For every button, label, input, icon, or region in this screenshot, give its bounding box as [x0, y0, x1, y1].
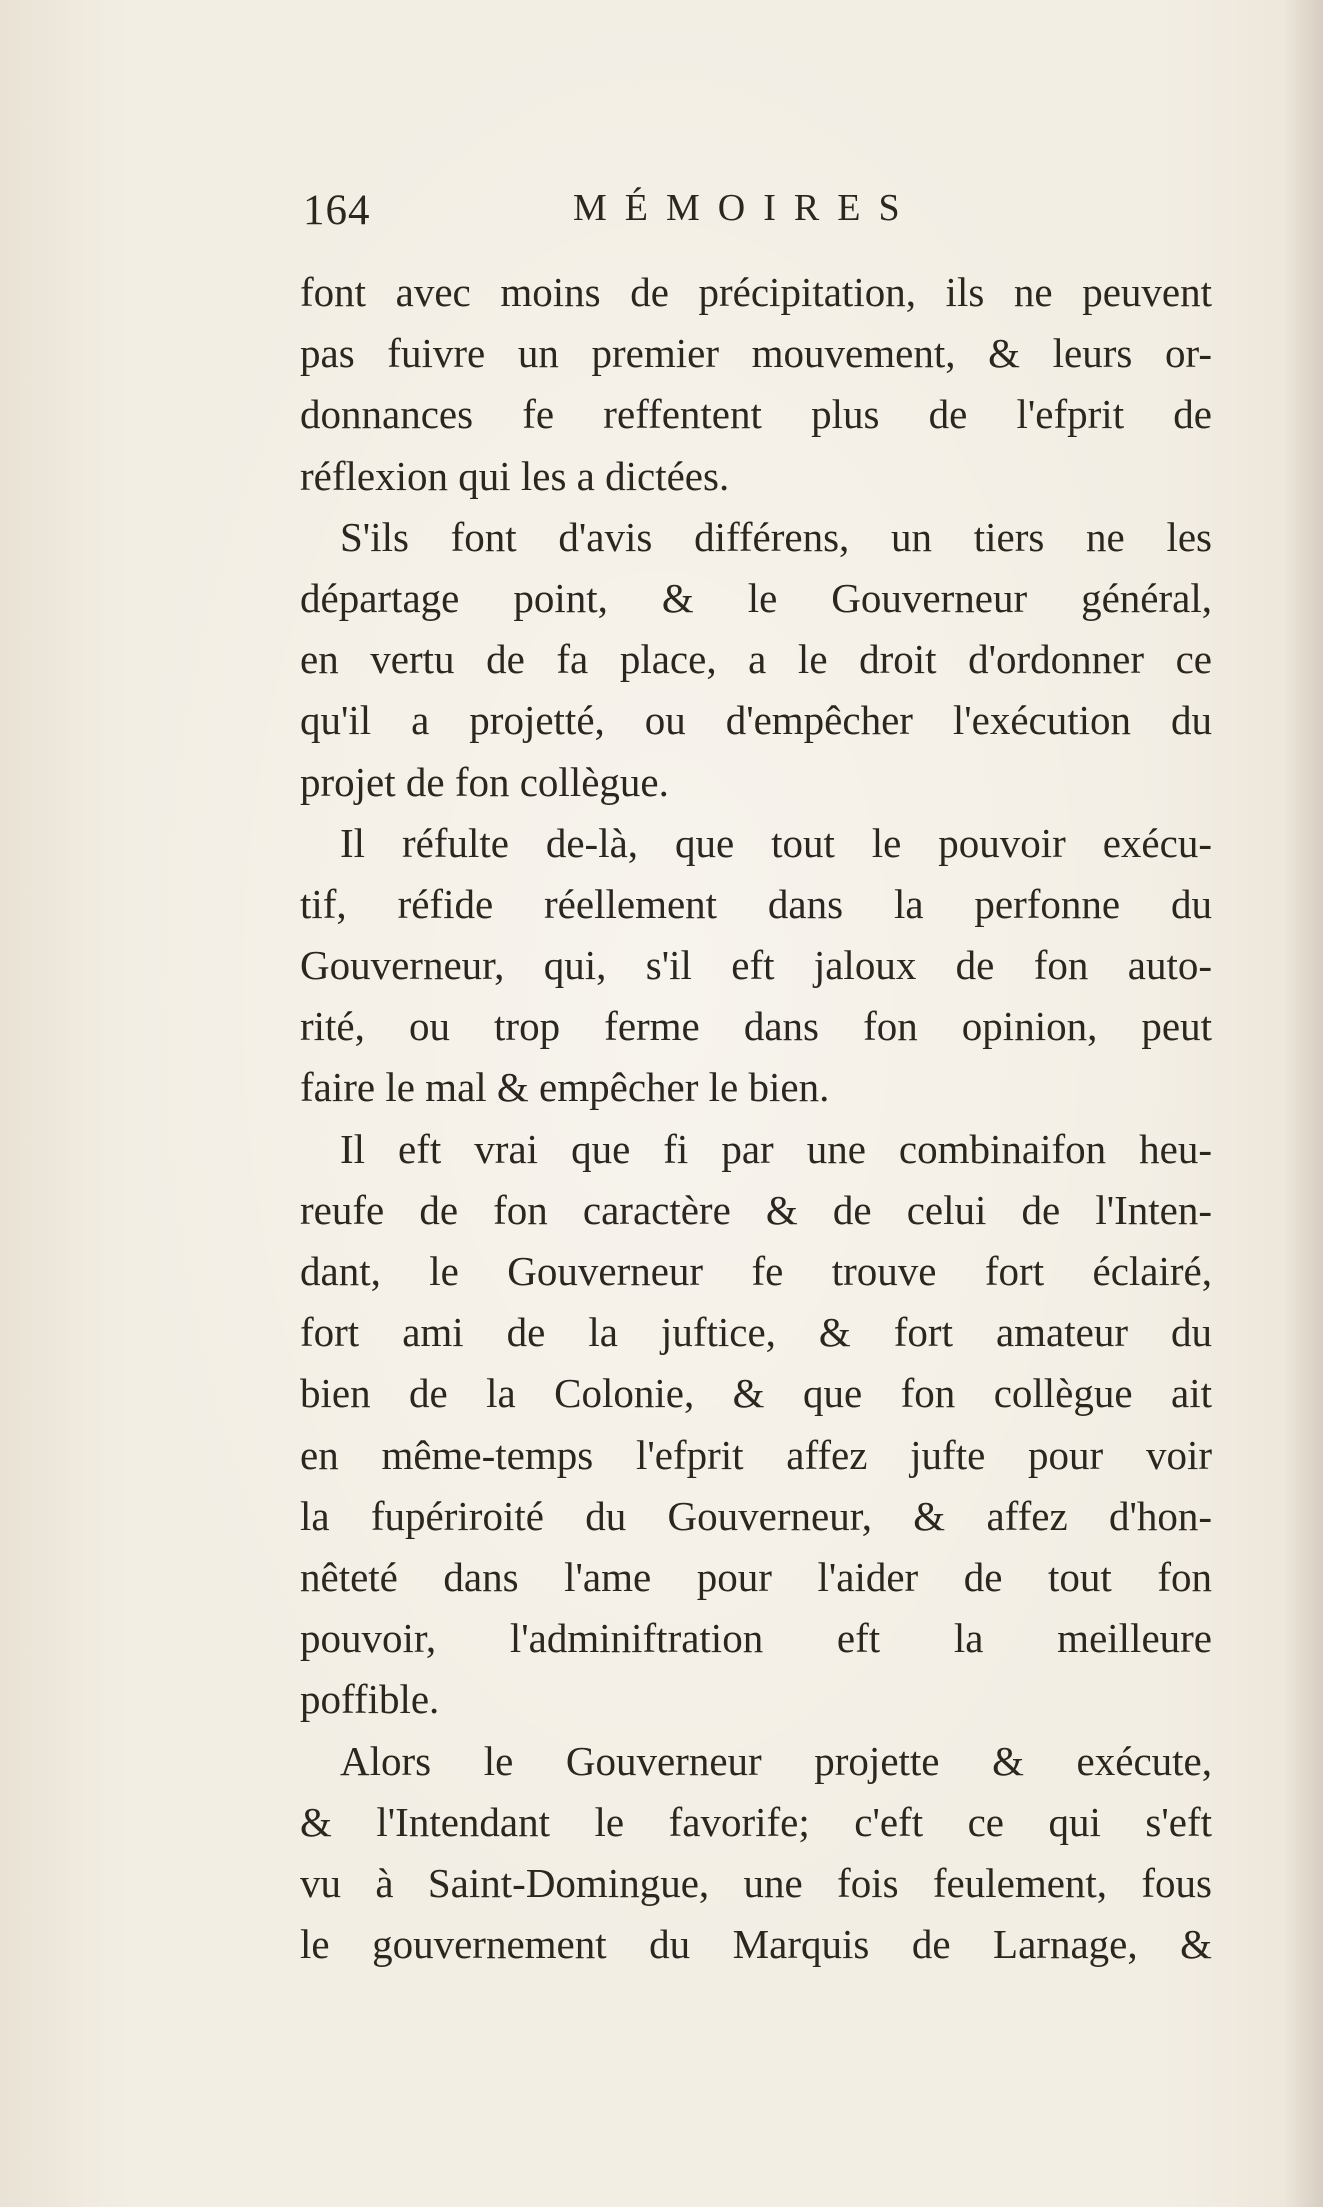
text-line: pouvoir, l'adminiftration eft la meilleure [300, 1615, 1212, 1662]
text-line: reufe de fon caractère & de celui de l'Inten- [300, 1186, 1212, 1233]
text-line: bien de la Colonie, & que fon collègue ait [300, 1370, 1212, 1417]
text-line: en vertu de fa place, a le droit d'ordonner ce [300, 636, 1212, 683]
text-line: Il eft vrai que fi par une combinaifon heu- [340, 1125, 1212, 1172]
text-line: rité, ou trop ferme dans fon opinion, peut [300, 1003, 1212, 1050]
text-line: tif, réfide réellement dans la perfonne du [300, 880, 1212, 927]
text-line: réflexion qui les a dictées. [300, 452, 730, 499]
text-line: départage point, & le Gouverneur général, [300, 574, 1212, 621]
text-line: nêteté dans l'ame pour l'aider de tout fon [300, 1553, 1212, 1600]
page-number: 164 [303, 187, 371, 234]
page-header [303, 186, 1203, 246]
running-head: MÉMOIRES [573, 187, 918, 229]
text-line: donnances fe reffentent plus de l'efprit de [300, 391, 1212, 438]
text-line: S'ils font d'avis différens, un tiers ne les [340, 513, 1212, 560]
text-line: vu à Saint-Domingue, une fois feulement, fous [300, 1859, 1212, 1906]
text-line: poffible. [300, 1676, 440, 1723]
text-line: fort ami de la juftice, & fort amateur du [300, 1309, 1212, 1356]
text-line: Alors le Gouverneur projette & exécute, [340, 1737, 1212, 1784]
text-line: Il réfulte de-là, que tout le pouvoir exécu- [340, 819, 1212, 866]
text-line: pas fuivre un premier mouvement, & leurs or- [300, 330, 1212, 377]
text-line: faire le mal & empêcher le bien. [300, 1064, 830, 1111]
text-line: Gouverneur, qui, s'il eft jaloux de fon auto- [300, 942, 1212, 989]
text-line: la fupériroité du Gouverneur, & affez d'hon- [300, 1492, 1212, 1539]
text-line: & l'Intendant le favorife; c'eft ce qui s'eft [300, 1798, 1212, 1845]
body-text [300, 262, 1212, 1975]
text-line: le gouvernement du Marquis de Larnage, & [300, 1921, 1212, 1968]
text-line: dant, le Gouverneur fe trouve fort éclairé, [300, 1248, 1212, 1294]
text-line: font avec moins de précipitation, ils ne peuvent [300, 269, 1212, 315]
text-line: qu'il a projetté, ou d'empêcher l'exécution du [300, 697, 1212, 744]
text-line: projet de fon collègue. [300, 758, 669, 805]
text-line: en même-temps l'efprit affez jufte pour voir [300, 1431, 1212, 1478]
page-gutter-shadow [1283, 0, 1323, 2207]
